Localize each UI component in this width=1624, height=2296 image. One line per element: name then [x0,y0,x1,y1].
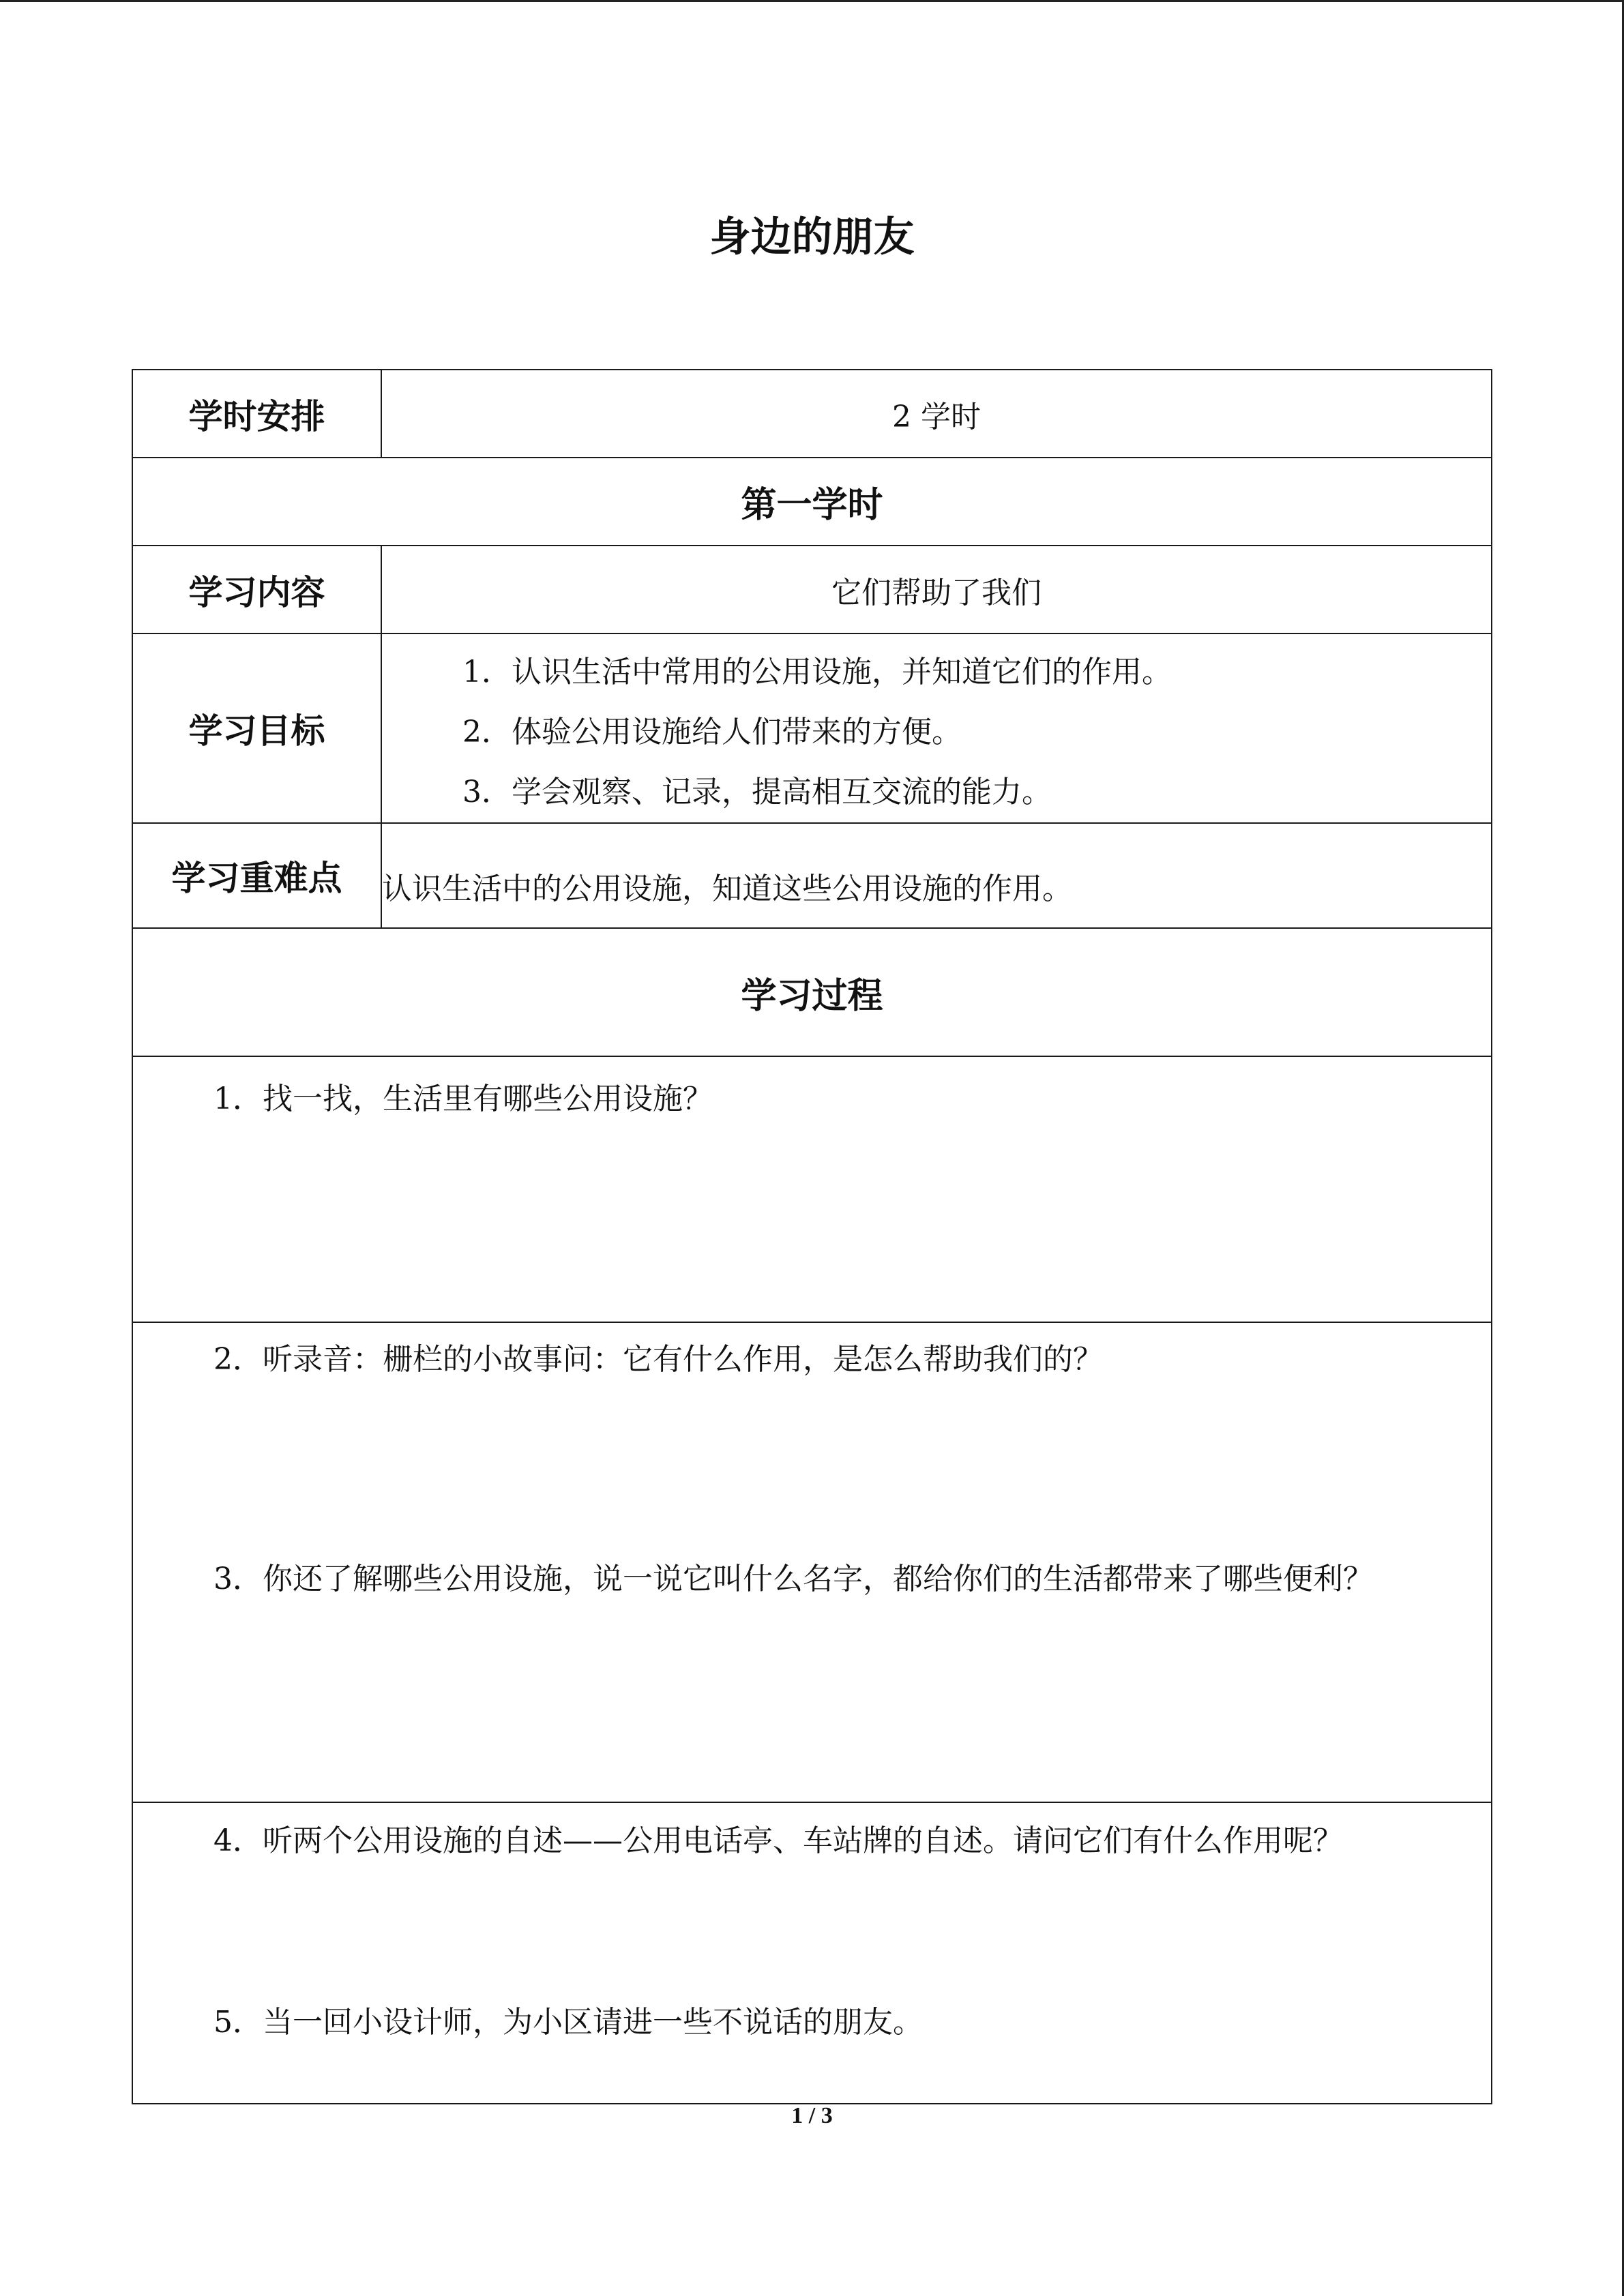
document-title: 身边的朋友 [709,213,915,261]
step-1-cell [132,1056,1492,1322]
row-step-2-3 [132,1322,1492,1802]
schedule-value: 2 学时 [381,370,1492,458]
goal-item: 3．学会观察、记录，提高相互交流的能力。 [462,775,1052,809]
row-content [132,546,1492,633]
step-2-3-cell [132,1322,1492,1802]
row-key-points [132,823,1492,928]
goal-item: 2．体验公用设施给人们带来的方便。 [462,715,962,749]
row-step-1 [132,1056,1492,1322]
step-text: 2．听录音：栅栏的小故事问：它有什么作用，是怎么帮助我们的？ [213,1342,1103,1377]
step-text: 3．你还了解哪些公用设施，说一说它叫什么名字，都给你们的生活都带来了哪些便利？ [213,1562,1373,1596]
goal-item: 1．认识生活中常用的公用设施，并知道它们的作用。 [462,655,1172,689]
schedule-label: 学时安排 [132,370,381,458]
lesson-table [132,369,1492,2104]
row-goals [132,633,1492,823]
step-text: 5．当一回小设计师，为小区请进一些不说话的朋友。 [213,2005,923,2040]
row-schedule [132,370,1492,458]
goals-cell [381,633,1492,823]
step-4-5-cell [132,1802,1492,2104]
row-first-session [132,458,1492,546]
page-border-top [0,0,1624,2]
key-label: 学习重难点 [132,823,381,928]
step-text: 1．找一找，生活里有哪些公用设施？ [213,1082,713,1116]
step-text: 4．听两个公用设施的自述——公用电话亭、车站牌的自述。请问它们有什么作用呢？ [213,1823,1343,1858]
first-session-heading: 第一学时 [132,458,1492,546]
content-value: 它们帮助了我们 [381,546,1492,633]
content-label: 学习内容 [132,546,381,633]
row-step-4-5 [132,1802,1492,2104]
row-process-heading [132,928,1492,1056]
key-value: 认识生活中的公用设施，知道这些公用设施的作用。 [381,823,1492,928]
goals-label: 学习目标 [132,633,381,823]
process-heading: 学习过程 [132,928,1492,1056]
page-number: 1 / 3 [791,2103,833,2128]
